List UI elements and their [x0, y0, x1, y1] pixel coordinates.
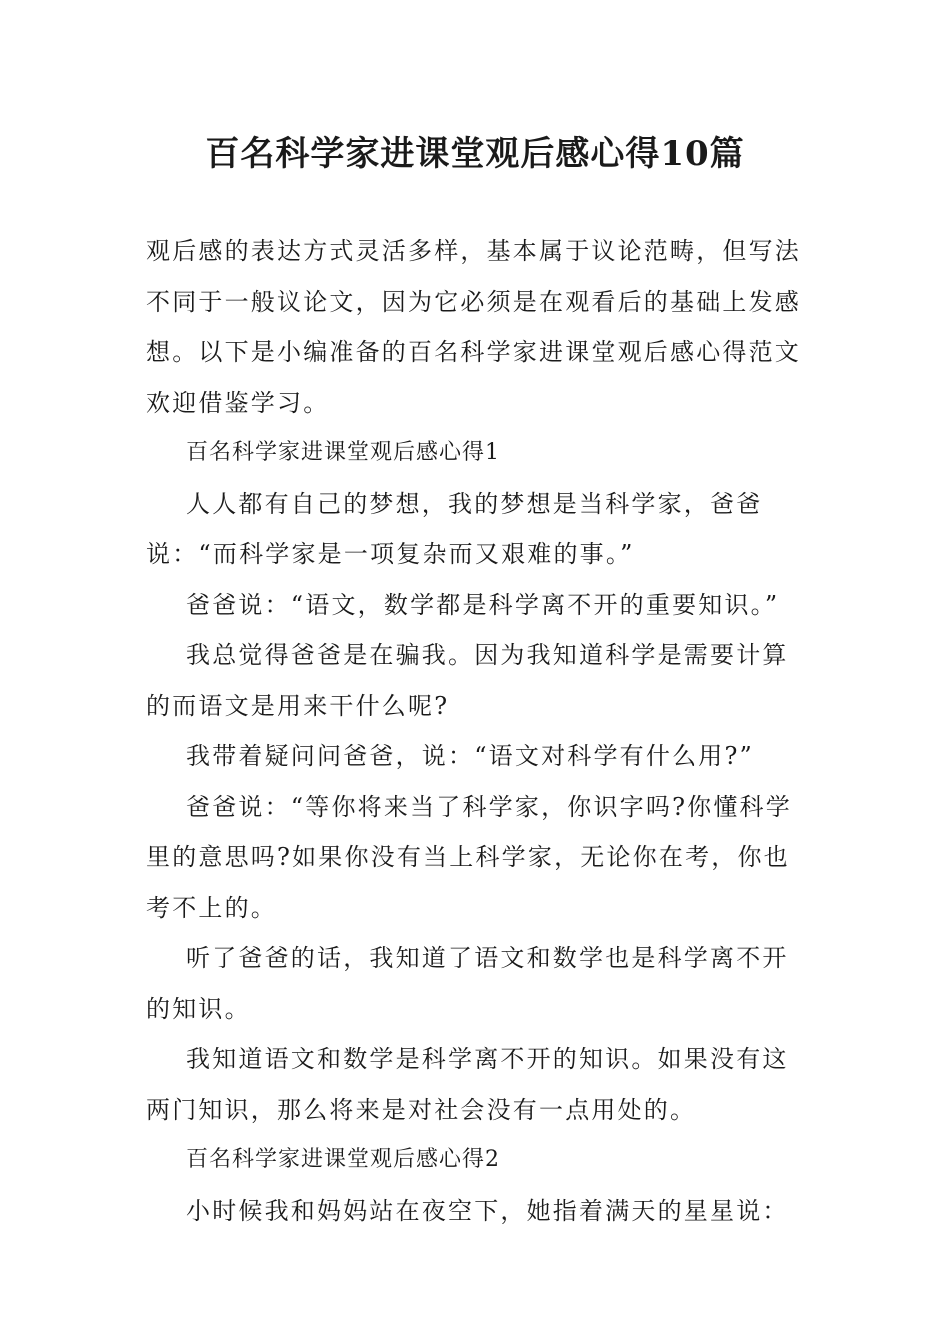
document-title: 百名科学家进课堂观后感心得10篇: [205, 134, 745, 174]
section-heading-2: 百名科学家进课堂观后感心得2: [186, 1147, 500, 1172]
paragraph: 我带着疑问问爸爸，说：“语文对科学有什么用?”: [186, 742, 755, 770]
paragraph: 听了爸爸的话，我知道了语文和数学也是科学离不开的知识。: [146, 944, 789, 1023]
paragraph: 小时候我和妈妈站在夜空下，她指着满天的星星说：: [186, 1196, 789, 1225]
section-heading-1: 百名科学家进课堂观后感心得1: [186, 440, 500, 465]
paragraph: 我总觉得爸爸是在骗我。因为我知道科学是需要计算的而语文是用来干什么呢?: [146, 641, 789, 720]
document-body: [146, 226, 806, 1236]
paragraph: 人人都有自己的梦想，我的梦想是当科学家，爸爸说：“而科学家是一项复杂而又艰难的事。”: [146, 489, 763, 568]
intro-paragraph: 观后感的表达方式灵活多样，基本属于议论范畴，但写法不同于一般议论文，因为它必须是在观看后的基础上发感想。以下是小编准备的百名科学家进课堂观后感心得范文欢迎借鉴学习。: [146, 237, 801, 417]
paragraph: 爸爸说：“语文，数学都是科学离不开的重要知识。”: [186, 590, 780, 619]
paragraph: 我知道语文和数学是科学离不开的知识。如果没有这两门知识，那么将来是对社会没有一点用处的。: [146, 1045, 789, 1124]
paragraph: 爸爸说：“等你将来当了科学家，你识字吗?你懂科学里的意思吗?如果你没有当上科学家，无论你在考，你也考不上的。: [146, 792, 792, 922]
